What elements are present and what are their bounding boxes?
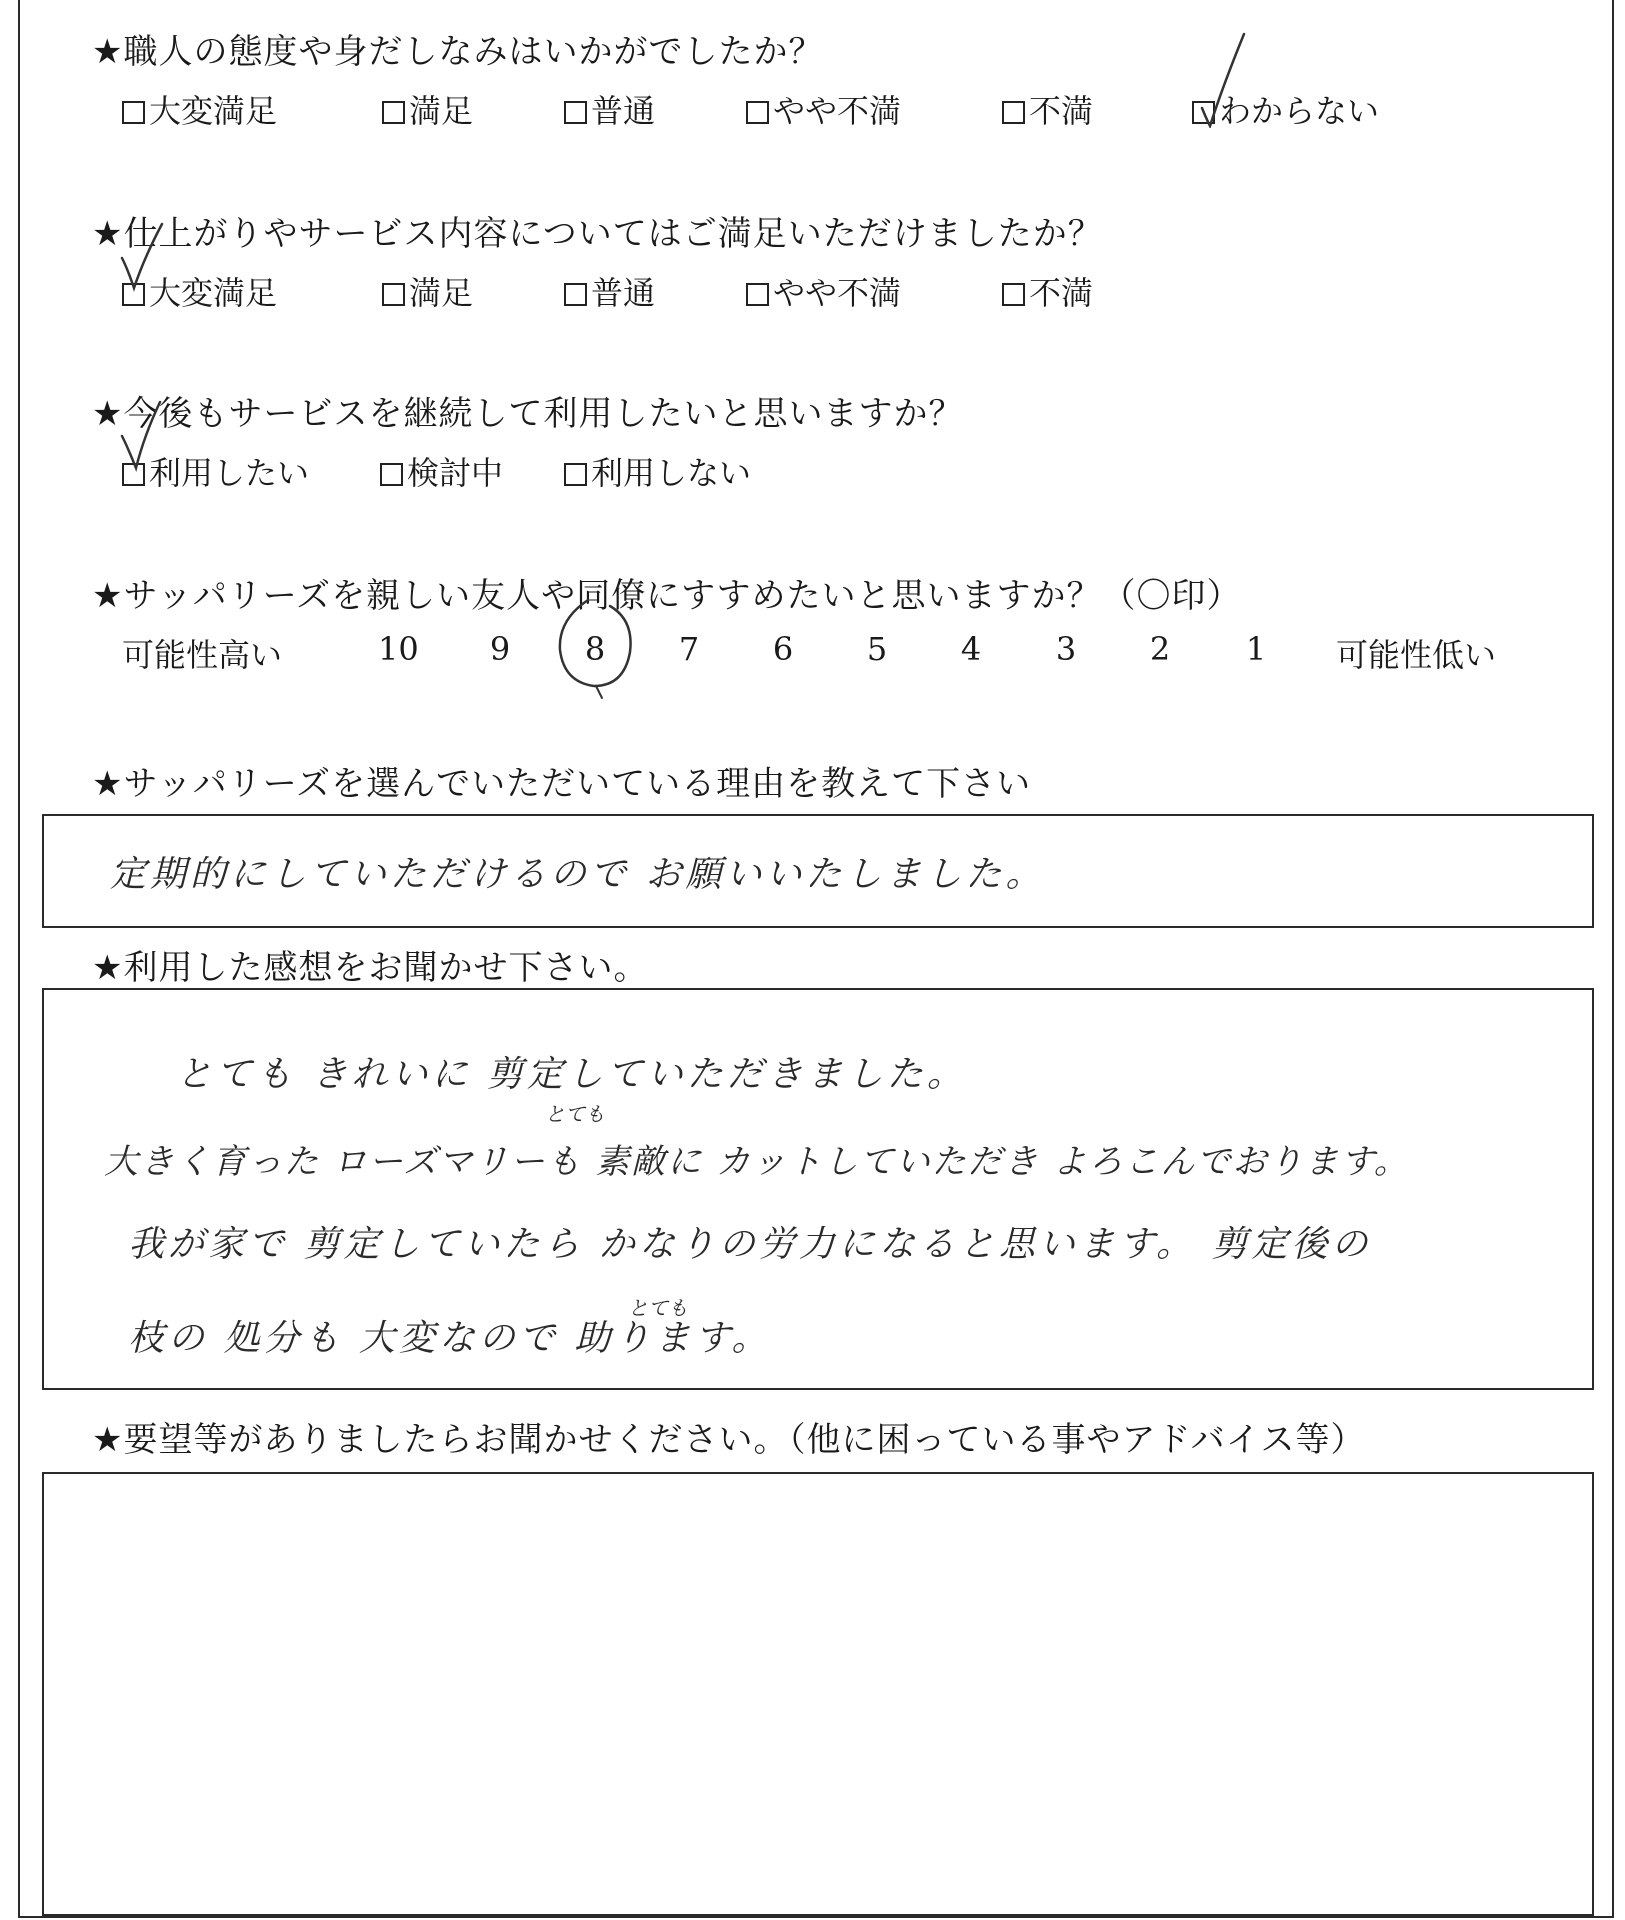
q6-insert-totemo-1: とても bbox=[545, 1102, 605, 1126]
q4-question: ★サッパリーズを親しい友人や同僚にすすめたいと思いますか？（〇印） bbox=[92, 576, 1242, 616]
q6-insert-totemo-2: とても bbox=[628, 1296, 688, 1320]
q5-question: ★サッパリーズを選んでいただいている理由を教えて下さい bbox=[92, 764, 1032, 804]
q2-option-yaya-fuman[interactable]: やや不満 bbox=[746, 268, 901, 314]
q4-scale-7[interactable]: 7 bbox=[678, 630, 700, 668]
q1-option-manzoku[interactable]: 満足 bbox=[382, 86, 473, 132]
q4-scale-10[interactable]: 10 bbox=[378, 630, 419, 668]
q4-scale bbox=[0, 630, 1625, 690]
checkbox-icon[interactable] bbox=[564, 463, 587, 486]
checkbox-icon[interactable] bbox=[564, 101, 587, 124]
q1-checkmark-icon bbox=[1196, 28, 1256, 128]
q1-option-daihen-manzoku[interactable]: 大変満足 bbox=[122, 86, 277, 132]
q6-line-1: とても きれいに 剪定していただきました。 bbox=[176, 1054, 967, 1095]
q3-option-kentou-chuu[interactable]: 検討中 bbox=[380, 448, 503, 494]
q3-question: ★今後もサービスを継続して利用したいと思いますか？ bbox=[92, 394, 964, 434]
checkbox-icon[interactable] bbox=[746, 283, 769, 306]
q4-high-label: 可能性高い bbox=[122, 636, 283, 674]
q1-option-yaya-fuman[interactable]: やや不満 bbox=[746, 86, 901, 132]
q2-checkmark-icon bbox=[118, 218, 178, 298]
q5-handwritten-answer: 定期的にしていただけるので お願いいたしました。 bbox=[110, 854, 1046, 895]
q4-scale-6[interactable]: 6 bbox=[772, 630, 794, 668]
q2-option-fuman[interactable]: 不満 bbox=[1002, 268, 1093, 314]
q1-option-fuman[interactable]: 不満 bbox=[1002, 86, 1093, 132]
checkbox-icon[interactable] bbox=[382, 283, 405, 306]
q6-question: ★利用した感想をお聞かせ下さい。 bbox=[92, 948, 649, 988]
q6-line-3: 我が家で 剪定していたら かなりの労力になると思います。 剪定後の bbox=[128, 1224, 1372, 1265]
q2-option-manzoku[interactable]: 満足 bbox=[382, 268, 473, 314]
q2-option-futsuu[interactable]: 普通 bbox=[564, 268, 655, 314]
q4-scale-4[interactable]: 4 bbox=[960, 630, 982, 668]
q2-option-daihen-manzoku[interactable]: 大変満足 bbox=[122, 268, 277, 314]
q6-line-2: 大きく育った ローズマリーも 素敵に カットしていただき よろこんでおります。 bbox=[104, 1142, 1410, 1182]
q4-scale-1[interactable]: 1 bbox=[1245, 630, 1267, 668]
q1-question: ★職人の態度や身だしなみはいかがでしたか？ bbox=[92, 32, 824, 72]
checkbox-icon[interactable] bbox=[1002, 283, 1025, 306]
q3-option-riyou-shitai[interactable]: 利用したい bbox=[122, 448, 309, 494]
q7-answer-box[interactable] bbox=[42, 1472, 1594, 1916]
q4-scale-2[interactable]: 2 bbox=[1149, 630, 1171, 668]
q6-line-4: 枝の 処分も 大変なので 助ります。 bbox=[128, 1318, 772, 1359]
q7-question: ★要望等がありましたらお聞かせください。（他に困っている事やアドバイス等） bbox=[92, 1420, 1366, 1460]
q1-option-futsuu[interactable]: 普通 bbox=[564, 86, 655, 132]
checkbox-icon[interactable] bbox=[746, 101, 769, 124]
q4-scale-9[interactable]: 9 bbox=[489, 630, 511, 668]
q3-option-riyou-shinai[interactable]: 利用しない bbox=[564, 448, 751, 494]
checkbox-icon[interactable] bbox=[122, 101, 145, 124]
q4-circle-mark-icon bbox=[548, 590, 644, 700]
q4-scale-8[interactable]: 8 bbox=[584, 630, 606, 668]
checkbox-icon[interactable] bbox=[564, 283, 587, 306]
q4-scale-3[interactable]: 3 bbox=[1055, 630, 1077, 668]
q1-option-wakaranai[interactable]: わからない bbox=[1192, 86, 1379, 132]
checkbox-icon[interactable] bbox=[1002, 101, 1025, 124]
checkbox-icon[interactable] bbox=[382, 101, 405, 124]
q4-scale-5[interactable]: 5 bbox=[866, 630, 888, 668]
q3-checkmark-icon bbox=[118, 396, 178, 476]
q4-low-label: 可能性低い bbox=[1336, 636, 1497, 674]
checkbox-icon[interactable] bbox=[380, 463, 403, 486]
q2-question: ★仕上がりやサービス内容についてはご満足いただけましたか？ bbox=[92, 214, 1103, 254]
